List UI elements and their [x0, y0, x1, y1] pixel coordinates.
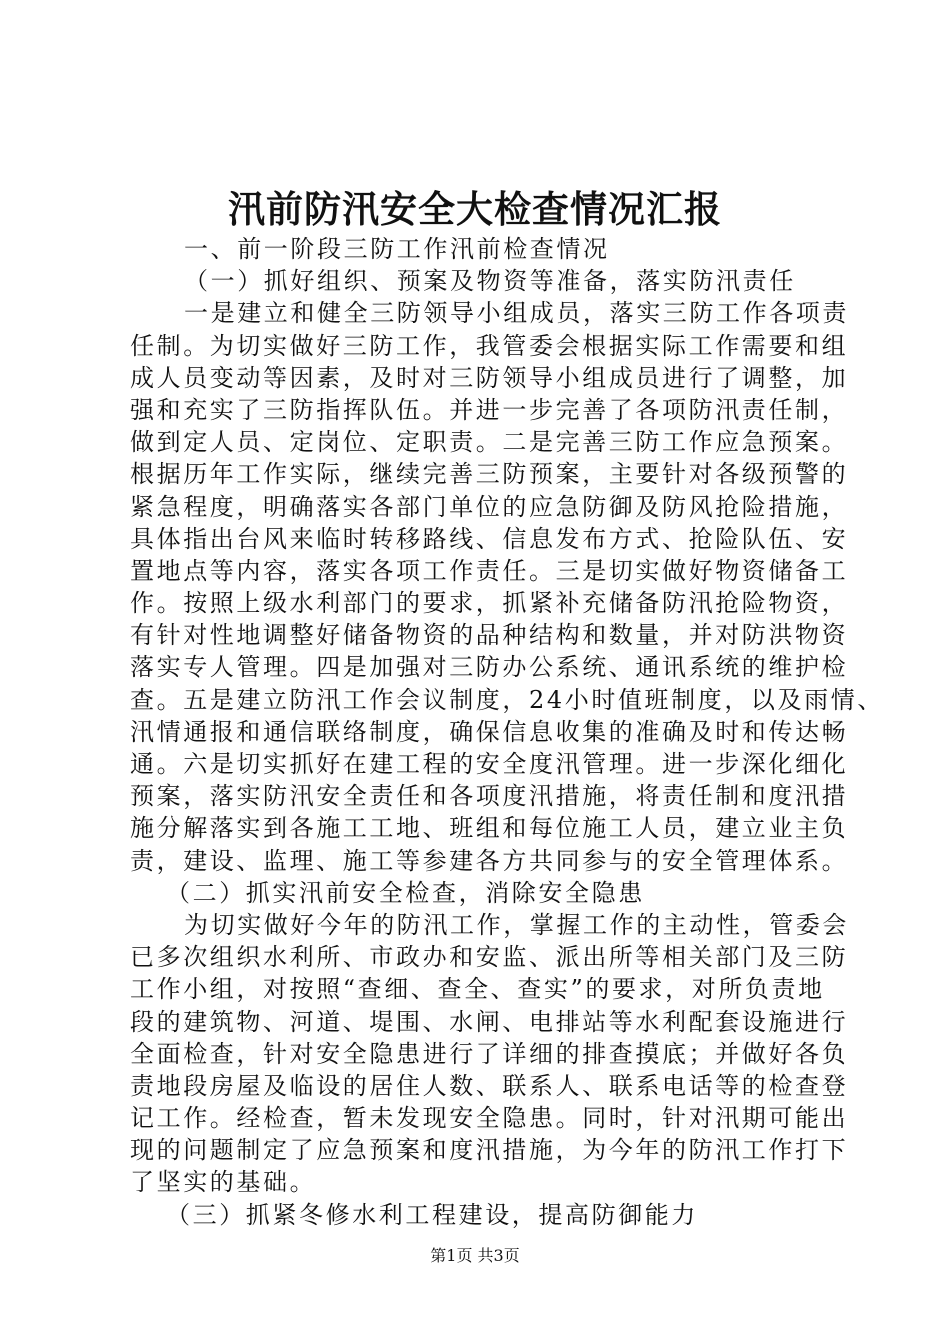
paragraph-line: 成人员变动等因素，及时对三防领导小组成员进行了调整，加: [130, 363, 849, 392]
subsection-heading: （三）抓紧冬修水利工程建设，提高防御能力: [166, 1200, 698, 1229]
paragraph-line: 汛情通报和通信联络制度，确保信息收集的准确及时和传达畅: [130, 717, 849, 746]
paragraph-line: 施分解落实到各施工工地、班组和每位施工人员，建立业主负: [130, 814, 849, 843]
paragraph-line: 已多次组织水利所、市政办和安监、派出所等相关部门及三防: [130, 943, 849, 972]
paragraph-line: 有针对性地调整好储备物资的品种结构和数量，并对防洪物资: [130, 621, 849, 650]
paragraph-line: 任制。为切实做好三防工作，我管委会根据实际工作需要和组: [130, 331, 849, 360]
subsection-heading: （一）抓好组织、预案及物资等准备，落实防汛责任: [184, 267, 796, 296]
paragraph-line: 预案，落实防汛安全责任和各项度汛措施，将责任制和度汛措: [130, 782, 849, 811]
paragraph-line: 记工作。经检查，暂未发现安全隐患。同时，针对汛期可能出: [130, 1104, 849, 1133]
paragraph-line: 为切实做好今年的防汛工作，掌握工作的主动性，管委会: [184, 910, 849, 939]
paragraph-line: 置地点等内容，落实各项工作责任。三是切实做好物资储备工: [130, 556, 849, 585]
paragraph-line: 根据历年工作实际，继续完善三防预案，主要针对各级预警的: [130, 460, 849, 489]
paragraph-line: 工作小组，对按照“查细、查全、查实”的要求，对所负责地: [130, 975, 825, 1004]
paragraph-line: 责，建设、监理、施工等参建各方共同参与的安全管理体系。: [130, 846, 849, 875]
paragraph-line: 责地段房屋及临设的居住人数、联系人、联系电话等的检查登: [130, 1071, 849, 1100]
paragraph-line: 了坚实的基础。: [130, 1168, 317, 1197]
page-footer: 第1页 共3页: [430, 1246, 520, 1265]
paragraph-line: 紧急程度，明确落实各部门单位的应急防御及防风抢险措施，: [130, 492, 849, 521]
document-body: [130, 233, 884, 1231]
paragraph-line: 做到定人员、定岗位、定职责。二是完善三防工作应急预案。: [130, 428, 849, 457]
document-title: 汛前防汛安全大检查情况汇报: [228, 187, 722, 231]
paragraph-line: 通。六是切实抓好在建工程的安全度汛管理。进一步深化细化: [130, 750, 849, 778]
paragraph-line: 强和充实了三防指挥队伍。并进一步完善了各项防汛责任制，: [130, 395, 849, 424]
paragraph-line: 现的问题制定了应急预案和度汛措施，为今年的防汛工作打下: [130, 1136, 849, 1165]
paragraph-line: 作。按照上级水利部门的要求，抓紧补充储备防汛抢险物资，: [130, 589, 849, 618]
paragraph-line: 具体指出台风来临时转移路线、信息发布方式、抢险队伍、安: [130, 524, 849, 553]
paragraph-line: 落实专人管理。四是加强对三防办公系统、通讯系统的维护检: [130, 653, 849, 682]
paragraph-line: 查。五是建立防汛工作会议制度，24小时值班制度，以及雨情、: [130, 685, 884, 714]
paragraph-line: 一是建立和健全三防领导小组成员，落实三防工作各项责: [184, 299, 849, 328]
paragraph-line: 全面检查，针对安全隐患进行了详细的排查摸底；并做好各负: [130, 1039, 849, 1068]
section-heading: 一、前一阶段三防工作汛前检查情况: [184, 235, 610, 263]
subsection-heading: （二）抓实汛前安全检查，消除安全隐患: [166, 878, 645, 907]
paragraph-line: 段的建筑物、河道、堤围、水闸、电排站等水利配套设施进行: [130, 1007, 849, 1036]
